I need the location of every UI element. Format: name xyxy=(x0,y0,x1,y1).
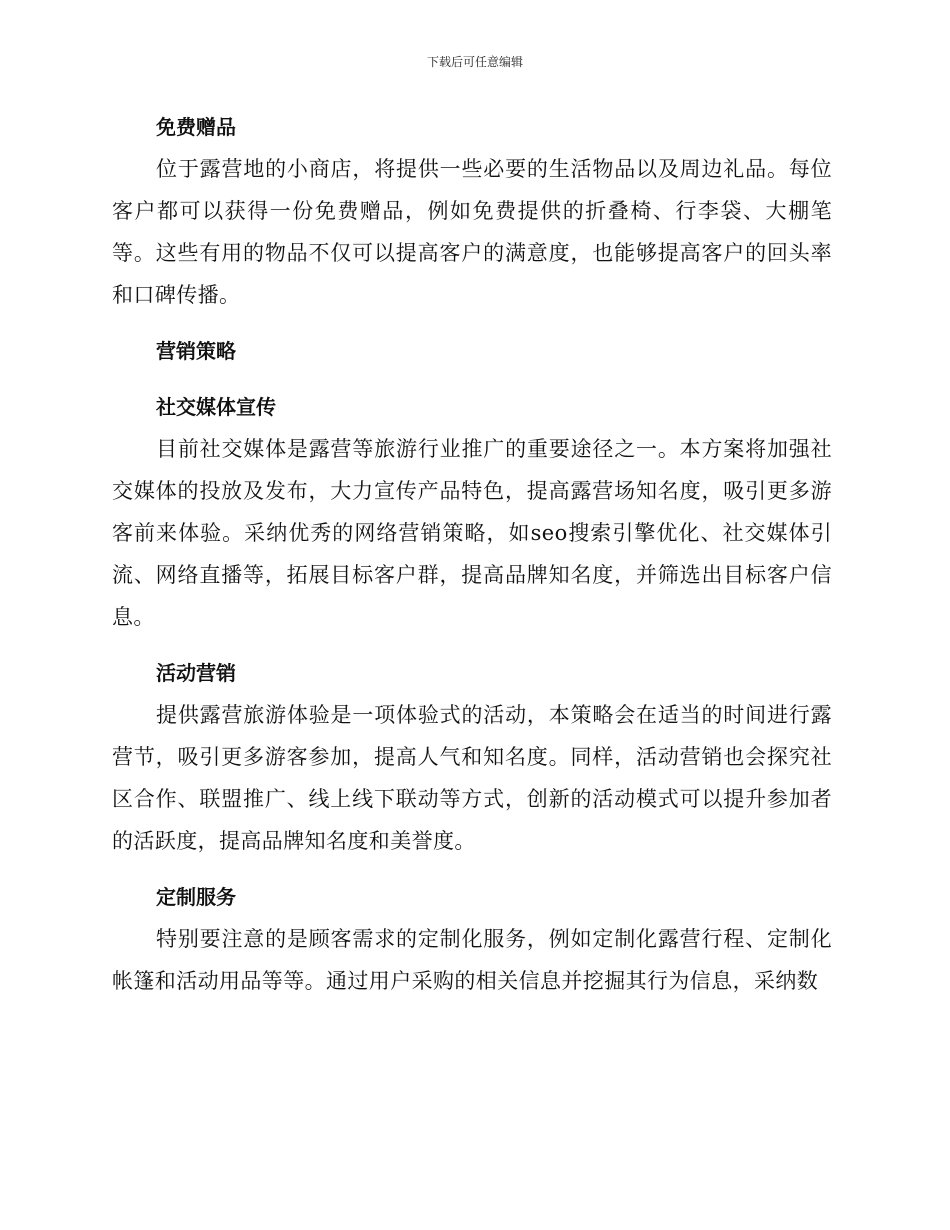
section-heading-event-marketing: 活动营销 xyxy=(156,661,236,685)
section-heading-free-gifts: 免费赠品 xyxy=(156,115,236,139)
paragraph-custom-service: 特别要注意的是顾客需求的定制化服务，例如定制化露营行程、定制化帐篷和活动用品等等。通过用户采购的相关信息并挖掘其行为信息，采纳数 xyxy=(112,927,832,993)
document-body xyxy=(112,106,832,1002)
section-heading-marketing-strategy: 营销策略 xyxy=(156,339,236,363)
paragraph-social-media: 目前社交媒体是露营等旅游行业推广的重要途径之一。本方案将加强社交媒体的投放及发布，大力宣传产品特色，提高露营场知名度，吸引更多游客前来体验。采纳优秀的网络营销策略，如seo搜索引擎优化、社交媒体引流、网络直播等，拓展目标客户群，提高品牌知名度，并筛选出目标客户信息。 xyxy=(112,437,832,629)
paragraph-free-gifts: 位于露营地的小商店，将提供一些必要的生活物品以及周边礼品。每位客户都可以获得一份免费赠品，例如免费提供的折叠椅、行李袋、大棚笔等。这些有用的物品不仅可以提高客户的满意度，也能够提高客户的回头率和口碑传播。 xyxy=(112,157,832,307)
page-header: 下载后可任意编辑 xyxy=(426,55,523,69)
paragraph-event-marketing: 提供露营旅游体验是一项体验式的活动，本策略会在适当的时间进行露营节，吸引更多游客参加，提高人气和知名度。同样，活动营销也会探究社区合作、联盟推广、线上线下联动等方式，创新的活动模式可以提升参加者的活跃度，提高品牌知名度和美誉度。 xyxy=(112,703,832,853)
section-heading-social-media: 社交媒体宣传 xyxy=(156,395,276,419)
section-heading-custom-service: 定制服务 xyxy=(156,885,236,909)
